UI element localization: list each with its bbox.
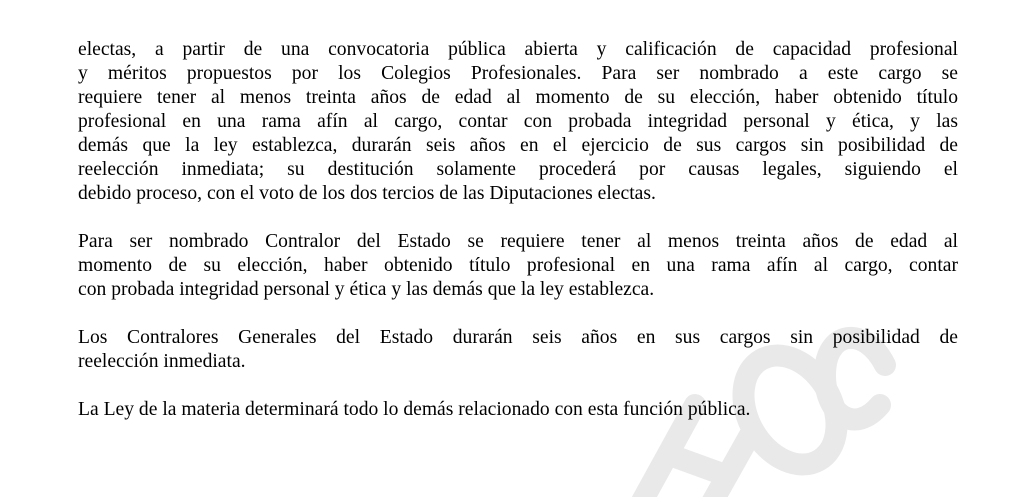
- text-line: demás que la ley establezca, durarán seis años en el ejercicio de sus cargos sin posibilidad de: [78, 135, 958, 156]
- text-line: profesional en una rama afín al cargo, contar con probada integridad personal y ética, y las: [78, 111, 958, 132]
- paragraph-spacer: [78, 374, 958, 398]
- text-line: Los Contralores Generales del Estado durarán seis años en sus cargos sin posibilidad de: [78, 327, 958, 348]
- paragraph-spacer: [78, 206, 958, 230]
- text-line: La Ley de la materia determinará todo lo demás relacionado con esta función pública.: [78, 399, 751, 420]
- text-line: momento de su elección, haber obtenido título profesional en una rama afín al cargo, contar: [78, 255, 958, 276]
- text-line: con probada integridad personal y ética y las demás que la ley establezca.: [78, 279, 655, 300]
- text-line: electas, a partir de una convocatoria pública abierta y calificación de capacidad profesional: [78, 39, 958, 60]
- text-line: Para ser nombrado Contralor del Estado se requiere tener al menos treinta años de edad al: [78, 231, 958, 252]
- text-line: reelección inmediata; su destitución solamente procederá por causas legales, siguiendo el: [78, 159, 958, 180]
- text-line: requiere tener al menos treinta años de edad al momento de su elección, haber obtenido título: [78, 87, 958, 108]
- paragraph-4: [78, 398, 958, 422]
- text-line: reelección inmediata.: [78, 351, 246, 372]
- paragraph-1: [78, 38, 958, 206]
- text-line: y méritos propuestos por los Colegios Profesionales. Para ser nombrado a este cargo se: [78, 63, 958, 84]
- paragraph-spacer: [78, 302, 958, 326]
- text-line: debido proceso, con el voto de los dos tercios de las Diputaciones electas.: [78, 183, 656, 204]
- paragraph-2: [78, 230, 958, 302]
- document-body: [78, 38, 958, 422]
- paragraph-3: [78, 326, 958, 374]
